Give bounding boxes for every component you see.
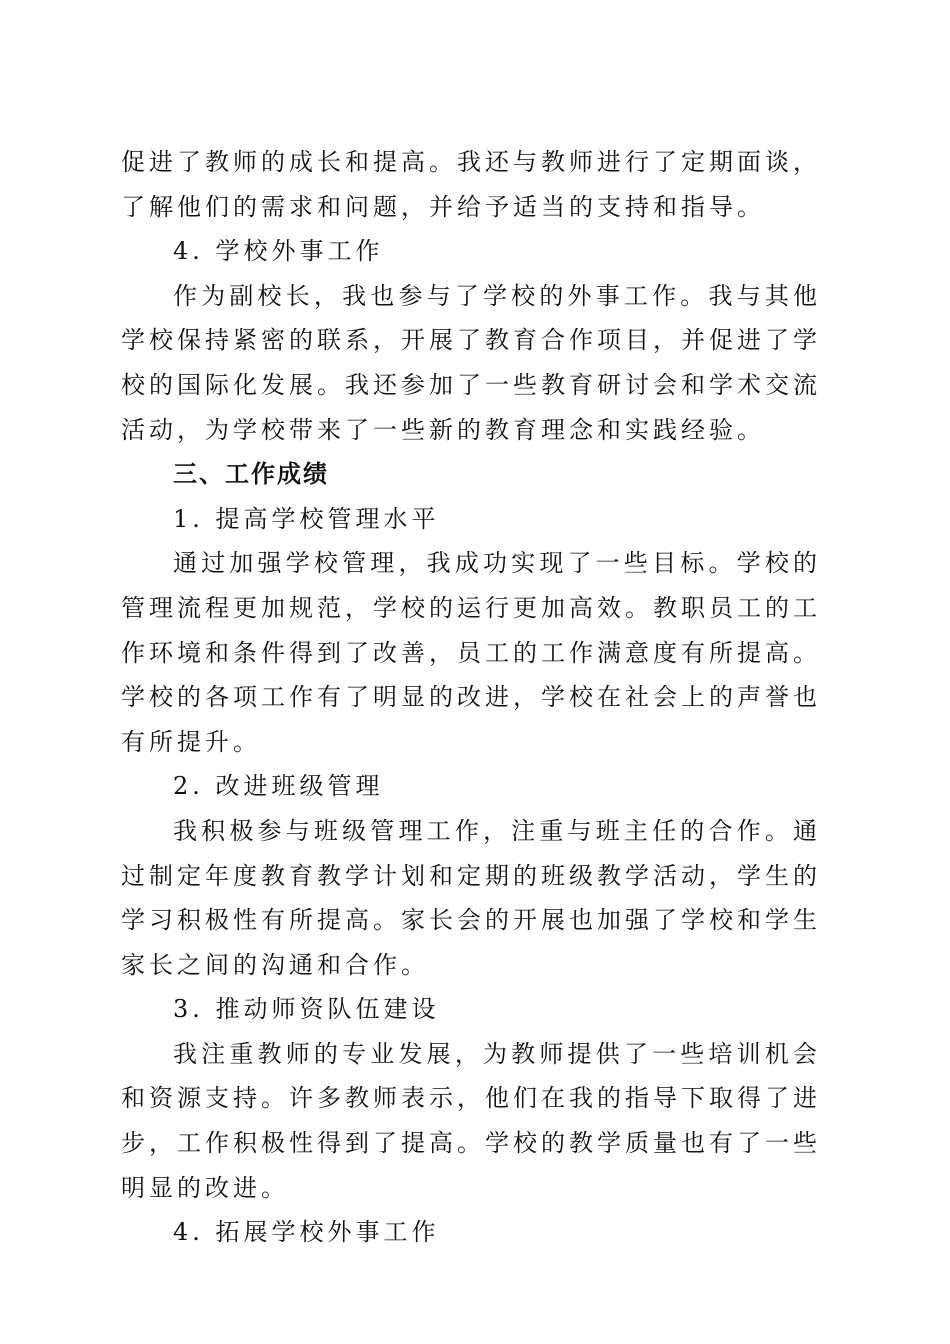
document-body <box>121 140 821 1255</box>
paragraph-foreign-affairs: 作为副校长，我也参与了学校的外事工作。我与其他学校保持紧密的联系，开展了教育合作项目，并促进了学校的国际化发展。我还参加了一些教育研讨会和学术交流活动，为学校带来了一些新的教育理念和实践经验。 <box>121 281 821 444</box>
subheading-teacher-team: 3. 推动师资队伍建设 <box>173 995 440 1024</box>
paragraph-teacher-team: 我注重教师的专业发展，为教师提供了一些培训机会和资源支持。许多教师表示，他们在我的指导下取得了进步，工作积极性得到了提高。学校的教学质量也有了一些明显的改进。 <box>121 1039 821 1202</box>
paragraph-management-level: 通过加强学校管理，我成功实现了一些目标。学校的管理流程更加规范，学校的运行更加高效。教职员工的工作环境和条件得到了改善，员工的工作满意度有所提高。学校的各项工作有了明显的改进，学校在社会上的声誉也有所提升。 <box>121 549 821 756</box>
paragraph-continuation: 促进了教师的成长和提高。我还与教师进行了定期面谈，了解他们的需求和问题，并给予适当的支持和指导。 <box>121 148 821 221</box>
subheading-expand-foreign-affairs: 4. 拓展学校外事工作 <box>173 1218 440 1247</box>
subheading-management-level: 1. 提高学校管理水平 <box>173 504 440 533</box>
subheading-class-management: 2. 改进班级管理 <box>173 772 384 801</box>
paragraph-class-management: 我积极参与班级管理工作，注重与班主任的合作。通过制定年度教育教学计划和定期的班级教学活动，学生的学习积极性有所提高。家长会的开展也加强了学校和学生家长之间的沟通和合作。 <box>121 816 821 979</box>
subheading-foreign-affairs: 4. 学校外事工作 <box>173 237 384 266</box>
section-heading-achievements: 三、工作成绩 <box>173 460 329 489</box>
